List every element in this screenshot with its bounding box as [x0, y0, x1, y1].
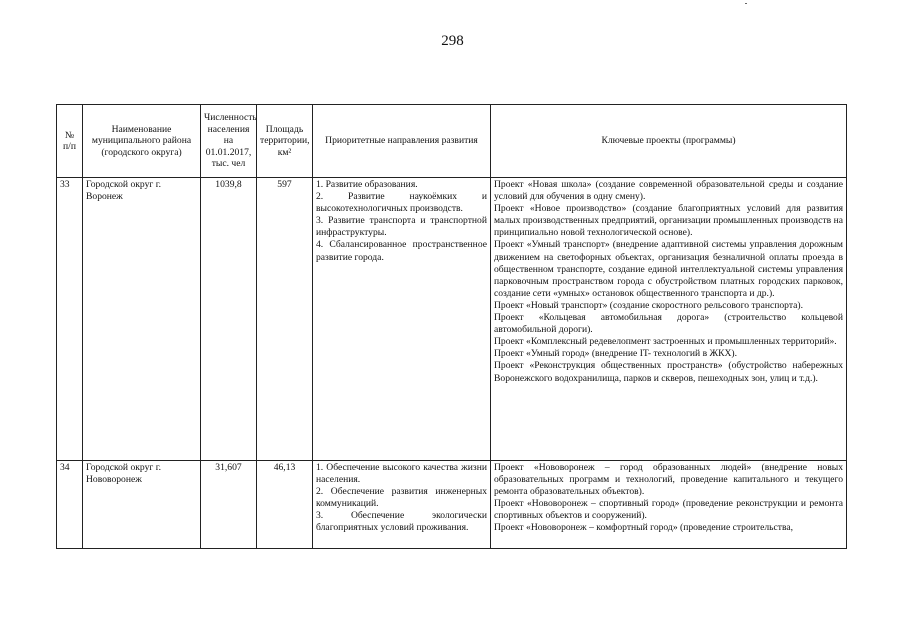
direction-item: 2. Обеспечение развития инженерных коммуникаций.: [316, 486, 487, 510]
project-item: Проект «Умный город» (внедрение IT- технологий в ЖКХ).: [494, 348, 738, 360]
header-name: Наименование муниципального района (городского округа): [83, 105, 201, 178]
row-directions: [313, 178, 491, 461]
direction-item: 3. Развитие транспорта и транспортной инфраструктуры.: [316, 215, 487, 239]
project-item: Проект «Умный транспорт» (внедрение адаптивной системы управления дорожным движением на светофорных объектах, организация безналичной оплаты проезда в общественном транспорте, создание единой интеллектуальной системы управления парковочным пространством города с обустройством платных городских парковок, создание сети «умных» остановок общественного транспорта и др.).: [494, 239, 843, 299]
table-header-row: [57, 105, 847, 178]
row-population: 31,607: [201, 461, 257, 549]
row-projects: [491, 461, 847, 549]
row-name: Городской округ г. Нововоронеж: [83, 461, 201, 549]
direction-item: 4. Сбалансированное пространственное развитие города.: [316, 239, 487, 263]
header-directions: Приоритетные направления развития: [313, 105, 491, 178]
direction-item: 3. Обеспечение экологически благоприятных условий проживания.: [316, 510, 487, 534]
project-item: Проект «Нововоронеж – город образованных людей» (внедрение новых образовательных программ и технологий, проведение капитального и текущего ремонта образовательных объектов).: [494, 462, 843, 498]
row-num: 34: [57, 461, 83, 549]
row-directions: [313, 461, 491, 549]
scan-speck: [745, 3, 747, 4]
table-row: [57, 178, 847, 461]
project-item: Проект «Комплексный редевелопмент застроенных и промышленных территорий».: [494, 336, 837, 348]
project-item: Проект «Кольцевая автомобильная дорога» (строительство кольцевой автомобильной дороги).: [494, 312, 843, 336]
header-num: № п/п: [57, 105, 83, 178]
row-area: 597: [257, 178, 313, 461]
row-area: 46,13: [257, 461, 313, 549]
row-name: Городской округ г. Воронеж: [83, 178, 201, 461]
header-population: Численность населения на 01.01.2017, тыс. чел: [201, 105, 257, 178]
project-item: Проект «Новый транспорт» (создание скоростного рельсового транспорта).: [494, 299, 804, 311]
row-projects: [491, 178, 847, 461]
direction-item: 2. Развитие наукоёмких и высокотехнологичных производств.: [316, 191, 487, 215]
project-item: Проект «Новая школа» (создание современной образовательной среды и создание условий для обучения в одну смену).: [494, 179, 843, 203]
page-number: 298: [441, 33, 464, 49]
direction-item: 1. Обеспечение высокого качества жизни населения.: [316, 462, 487, 486]
direction-item: 1. Развитие образования.: [316, 179, 418, 190]
table-row: [57, 461, 847, 549]
project-item: Проект «Реконструкция общественных пространств» (обустройство набережных Воронежского водохранилища, парков и скверов, пешеходных зон, улиц и т.д.).: [494, 360, 843, 384]
regions-table: [56, 104, 847, 549]
header-projects: Ключевые проекты (программы): [491, 105, 847, 178]
row-num: 33: [57, 178, 83, 461]
row-population: 1039,8: [201, 178, 257, 461]
project-item: Проект «Нововоронеж – спортивный город» (проведение реконструкции и ремонта спортивных объектов и сооружений).: [494, 498, 843, 522]
header-area: Площадь территории, км²: [257, 105, 313, 178]
project-item: Проект «Нововоронеж – комфортный город» (проведение строительства,: [494, 522, 794, 534]
project-item: Проект «Новое производство» (создание благоприятных условий для развития малых производственных предприятий, организации промышленных производств на принципиально новой технологической основе).: [494, 203, 843, 239]
